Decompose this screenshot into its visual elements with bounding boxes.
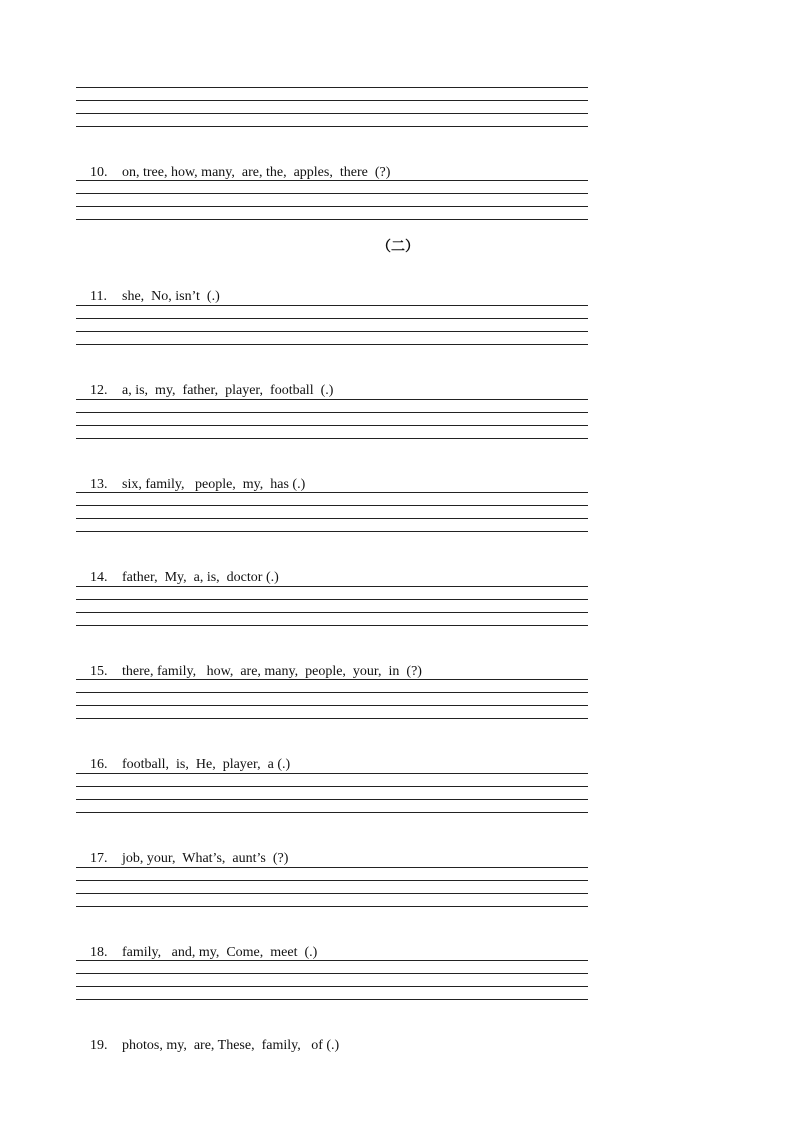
answer-line (76, 718, 588, 719)
answer-line (76, 113, 588, 114)
answer-line (76, 126, 588, 127)
answer-line (76, 100, 588, 101)
answer-line (76, 206, 588, 207)
section-heading: （二） (377, 239, 419, 255)
question-words: there, family, how, are, many, people, your, in (?) (122, 664, 422, 679)
question-words: photos, my, are, These, family, of (.) (122, 1038, 340, 1053)
question-12 (76, 364, 596, 418)
answer-line (76, 773, 588, 774)
question-15 (76, 645, 596, 699)
question-14 (76, 551, 596, 605)
question-16 (76, 738, 596, 792)
answer-line (76, 679, 588, 680)
answer-line (76, 318, 588, 319)
answer-line (76, 219, 588, 220)
question-words: a, is, my, father, player, football (.) (122, 383, 334, 398)
answer-line (76, 625, 588, 626)
question-number: 18. (90, 945, 108, 960)
question-words: six, family, people, my, has (.) (122, 477, 306, 492)
answer-line (76, 960, 588, 961)
question-number: 14. (90, 570, 108, 585)
answer-line (76, 438, 588, 439)
answer-line (76, 893, 588, 894)
question-number: 11. (90, 289, 107, 304)
answer-line (76, 531, 588, 532)
answer-line (76, 799, 588, 800)
question-number: 10. (90, 165, 108, 180)
question-number: 17. (90, 851, 108, 866)
question-words: job, your, What’s, aunt’s (?) (122, 851, 289, 866)
answer-line (76, 612, 588, 613)
answer-line (76, 180, 588, 181)
question-words: she, No, isn’t (.) (122, 289, 220, 304)
question-19 (76, 1019, 596, 1073)
answer-line (76, 305, 588, 306)
question-13 (76, 458, 596, 512)
answer-line (76, 331, 588, 332)
answer-line (76, 880, 588, 881)
question-number: 19. (90, 1038, 108, 1053)
question-number: 15. (90, 664, 108, 679)
answer-line (76, 906, 588, 907)
answer-line (76, 692, 588, 693)
question-18 (76, 926, 596, 980)
answer-line (76, 705, 588, 706)
answer-line (76, 193, 588, 194)
answer-line (76, 986, 588, 987)
answer-line (76, 425, 588, 426)
answer-line (76, 599, 588, 600)
question-number: 13. (90, 477, 108, 492)
question-number: 12. (90, 383, 108, 398)
answer-line (76, 867, 588, 868)
answer-line (76, 973, 588, 974)
question-11 (76, 270, 596, 324)
answer-line (76, 344, 588, 345)
question-words: father, My, a, is, doctor (.) (122, 570, 279, 585)
answer-line (76, 87, 588, 88)
question-10 (76, 146, 596, 200)
answer-line (76, 505, 588, 506)
answer-line (76, 492, 588, 493)
question-words: football, is, He, player, a (.) (122, 757, 291, 772)
answer-line (76, 586, 588, 587)
answer-line (76, 786, 588, 787)
question-words: on, tree, how, many, are, the, apples, there (?) (122, 165, 391, 180)
question-words: family, and, my, Come, meet (.) (122, 945, 318, 960)
answer-line (76, 518, 588, 519)
answer-line (76, 999, 588, 1000)
answer-line (76, 399, 588, 400)
question-17 (76, 832, 596, 886)
answer-line (76, 812, 588, 813)
answer-line (76, 412, 588, 413)
question-number: 16. (90, 757, 108, 772)
